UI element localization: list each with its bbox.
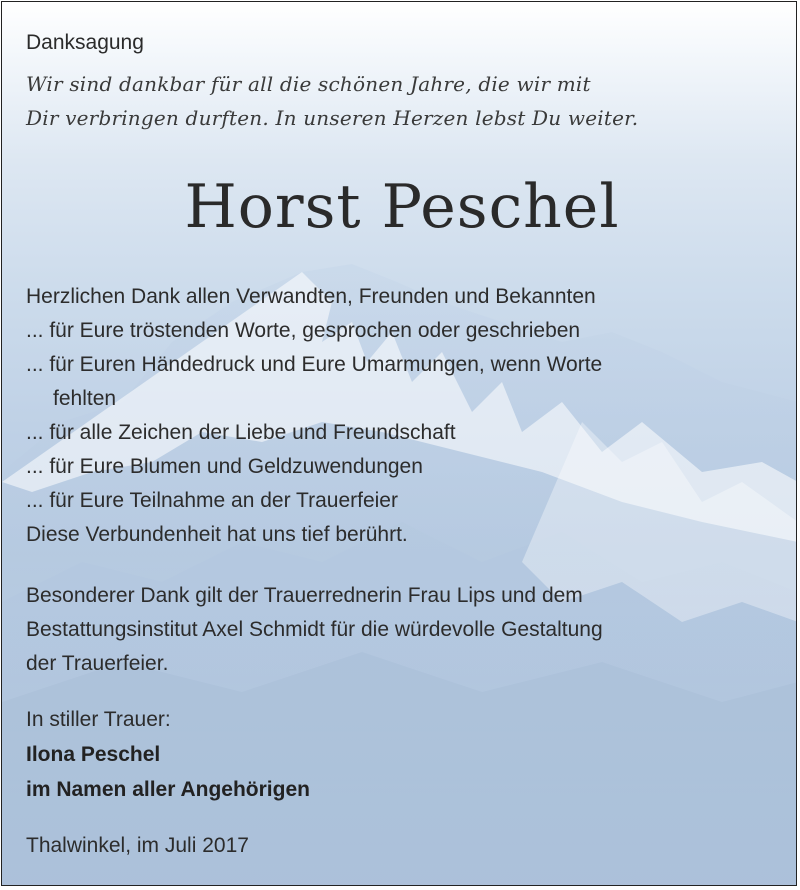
heading: Danksagung — [26, 31, 144, 54]
mourning-block — [26, 702, 786, 807]
mourning-intro: In stiller Trauer: — [26, 708, 171, 731]
place-date: Thalwinkel, im Juli 2017 — [26, 834, 249, 857]
motto-line: Dir verbringen durften. In unseren Herzen lebst Du weiter. — [26, 106, 639, 130]
special-thanks — [26, 579, 786, 681]
thanks-line: fehlten — [53, 387, 117, 410]
thanks-line: ... für alle Zeichen der Liebe und Freundschaft — [26, 421, 456, 444]
thanks-line: Herzlichen Dank allen Verwandten, Freunden und Bekannten — [26, 285, 596, 308]
thanks-line: ... für Eure Blumen und Geldzuwendungen — [26, 455, 423, 478]
deceased-name: Horst Peschel — [184, 172, 620, 242]
special-thanks-line: der Trauerfeier. — [26, 652, 169, 675]
on-behalf-line: im Namen aller Angehörigen — [26, 778, 310, 801]
special-thanks-line: Besonderer Dank gilt der Trauerrednerin Frau Lips und dem — [26, 584, 583, 607]
thanks-line: ... für Euren Händedruck und Eure Umarmungen, wenn Worte — [26, 353, 603, 376]
obituary-card — [1, 1, 797, 886]
thanks-list — [26, 280, 786, 552]
motto — [26, 67, 786, 135]
motto-line: Wir sind dankbar für all die schönen Jahre, die wir mit — [26, 72, 591, 96]
thanks-line: Diese Verbundenheit hat uns tief berührt. — [26, 523, 408, 546]
thanks-line: ... für Eure tröstenden Worte, gesprochen oder geschrieben — [26, 319, 581, 342]
signer-name: Ilona Peschel — [26, 743, 161, 766]
thanks-line: ... für Eure Teilnahme an der Trauerfeier — [26, 489, 398, 512]
special-thanks-line: Bestattungsinstitut Axel Schmidt für die würdevolle Gestaltung — [26, 618, 603, 641]
